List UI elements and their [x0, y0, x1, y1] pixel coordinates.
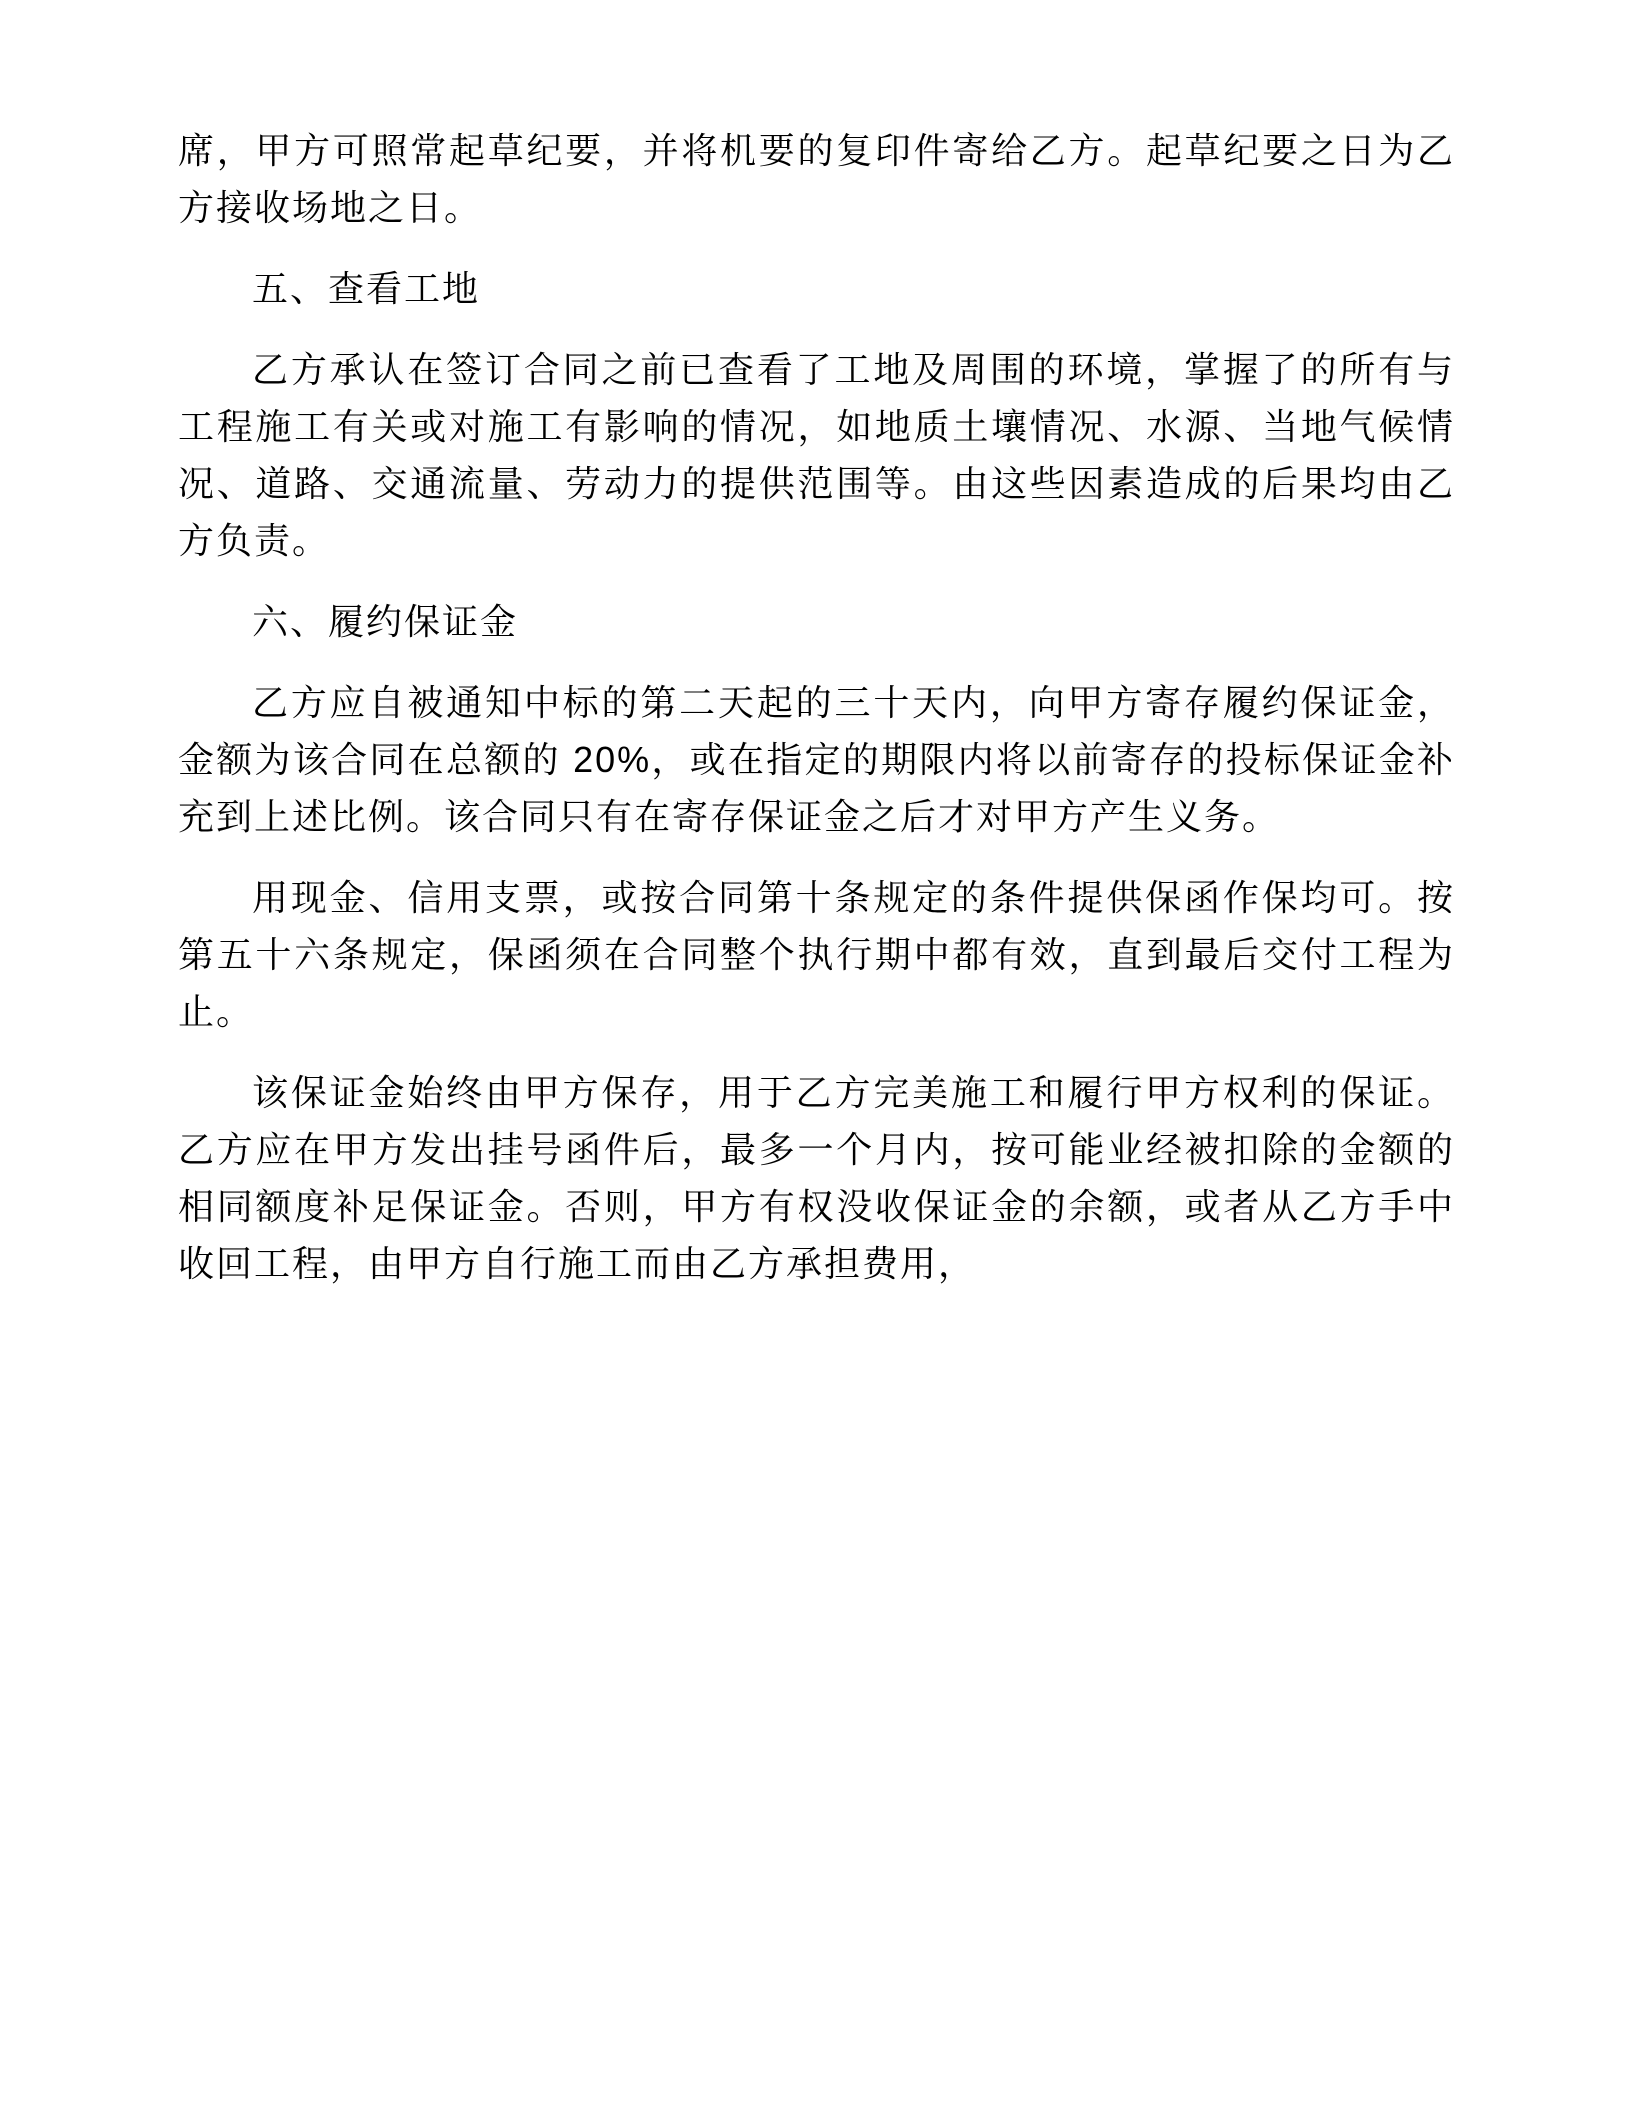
paragraph-performance-bond-2: 用现金、信用支票，或按合同第十条规定的条件提供保函作保均可。按第五十六条规定，保函须在合同整个执行期中都有效，直到最后交付工程为止。 — [178, 877, 1455, 1032]
paragraph-performance-bond-3: 该保证金始终由甲方保存，用于乙方完美施工和履行甲方权利的保证。乙方应在甲方发出挂号函件后，最多一个月内，按可能业经被扣除的金额的相同额度补足保证金。否则，甲方有权没收保证金的余额，或者从乙方手中收回工程，由甲方自行施工而由乙方承担费用， — [178, 1072, 1455, 1284]
section-heading-5: 五、查看工地 — [252, 268, 481, 309]
document-body — [178, 122, 1455, 1292]
paragraph-continuation: 席，甲方可照常起草纪要，并将机要的复印件寄给乙方。起草纪要之日为乙方接收场地之日。 — [178, 130, 1455, 228]
paragraph-performance-bond-1: 乙方应自被通知中标的第二天起的三十天内，向甲方寄存履约保证金，金额为该合同在总额的 20%，或在指定的期限内将以前寄存的投标保证金补充到上述比例。该合同只有在寄存保证金之后才对甲方产生义务。 — [178, 682, 1455, 837]
paragraph-site-inspection: 乙方承认在签订合同之前已查看了工地及周围的环境，掌握了的所有与工程施工有关或对施工有影响的情况，如地质土壤情况、水源、当地气候情况、道路、交通流量、劳动力的提供范围等。由这些因素造成的后果均由乙方负责。 — [178, 349, 1455, 561]
section-heading-6: 六、履约保证金 — [252, 601, 519, 642]
